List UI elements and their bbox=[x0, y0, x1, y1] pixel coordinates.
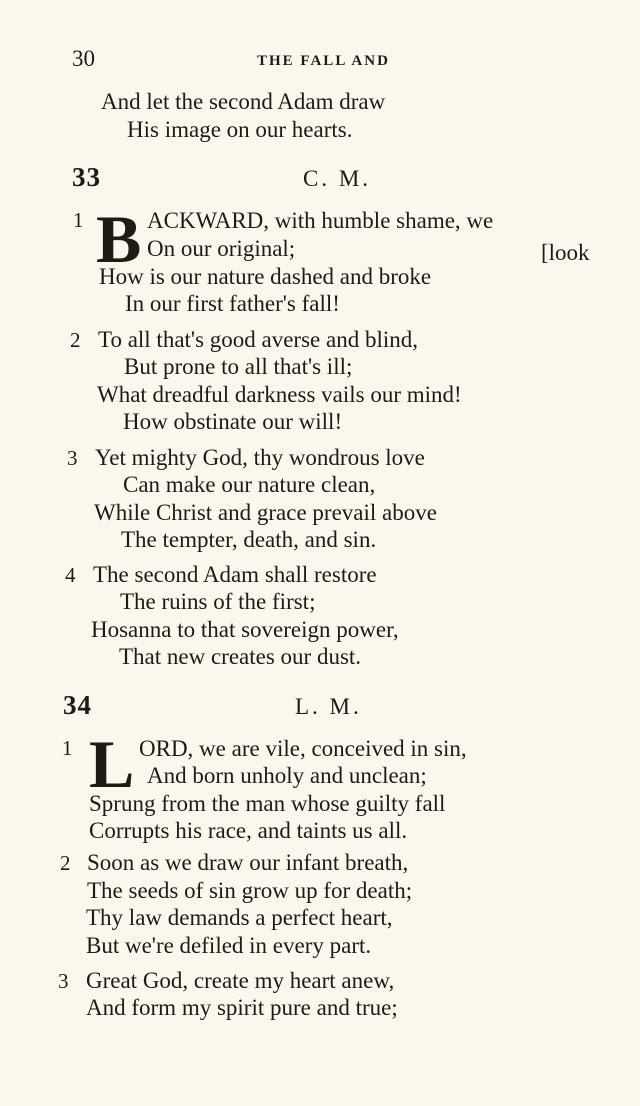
verse-number: 1 bbox=[73, 208, 84, 232]
hymn-meter: L. M. bbox=[295, 694, 362, 719]
verse-line: To all that's good averse and blind, bbox=[98, 327, 418, 352]
verse-line: ORD, we are vile, conceived in sin, bbox=[139, 736, 467, 761]
verse-line: Soon as we draw our infant breath, bbox=[87, 850, 409, 875]
verse-number: 4 bbox=[65, 563, 76, 587]
turnover-word: [look bbox=[541, 240, 590, 265]
continued-line: His image on our hearts. bbox=[127, 117, 353, 142]
verse-number: 2 bbox=[70, 328, 81, 352]
verse-line: But prone to all that's ill; bbox=[124, 354, 353, 379]
verse-line: ACKWARD, with humble shame, we bbox=[147, 208, 494, 233]
verse-line: Can make our nature clean, bbox=[123, 472, 376, 497]
page-number: 30 bbox=[72, 46, 95, 71]
verse-line: In our first father's fall! bbox=[125, 291, 340, 316]
verse-line: What dreadful darkness vails our mind! bbox=[97, 382, 462, 407]
verse-line: How obstinate our will! bbox=[123, 409, 343, 434]
verse-line: The ruins of the first; bbox=[120, 589, 316, 614]
verse-line: That new creates our dust. bbox=[119, 644, 362, 669]
verse-number: 3 bbox=[67, 446, 78, 470]
hymn-number: 33 bbox=[72, 162, 101, 192]
verse-number: 3 bbox=[58, 969, 69, 993]
verse-line: The seeds of sin grow up for death; bbox=[87, 878, 413, 903]
verse-line: While Christ and grace prevail above bbox=[94, 500, 437, 525]
verse-line: On our original; bbox=[147, 236, 296, 261]
hymn-number: 34 bbox=[63, 690, 92, 720]
verse-line: Thy law demands a perfect heart, bbox=[86, 905, 393, 930]
verse-line: How is our nature dashed and broke bbox=[99, 264, 432, 289]
verse-line: And born unholy and unclean; bbox=[147, 763, 427, 788]
continued-line: And let the second Adam draw bbox=[101, 89, 386, 114]
drop-cap: L bbox=[89, 726, 135, 802]
verse-line: Great God, create my heart anew, bbox=[86, 968, 395, 993]
verse-number: 2 bbox=[60, 851, 71, 875]
running-head: THE FALL AND bbox=[257, 53, 390, 69]
verse-line: The tempter, death, and sin. bbox=[121, 527, 377, 552]
verse-line: Yet mighty God, thy wondrous love bbox=[95, 445, 425, 470]
page-header bbox=[72, 46, 602, 76]
verse-number: 1 bbox=[62, 736, 73, 760]
verse-line: Corrupts his race, and taints us all. bbox=[89, 818, 408, 843]
verse-line: The second Adam shall restore bbox=[93, 562, 377, 587]
hymn-meter: C. M. bbox=[303, 166, 372, 191]
verse-line: Hosanna to that sovereign power, bbox=[91, 617, 399, 642]
verse-line: Sprung from the man whose guilty fall bbox=[89, 791, 446, 816]
verse-line: And form my spirit pure and true; bbox=[86, 995, 398, 1020]
drop-cap: B bbox=[96, 201, 142, 277]
verse-line: But we're defiled in every part. bbox=[86, 933, 372, 958]
